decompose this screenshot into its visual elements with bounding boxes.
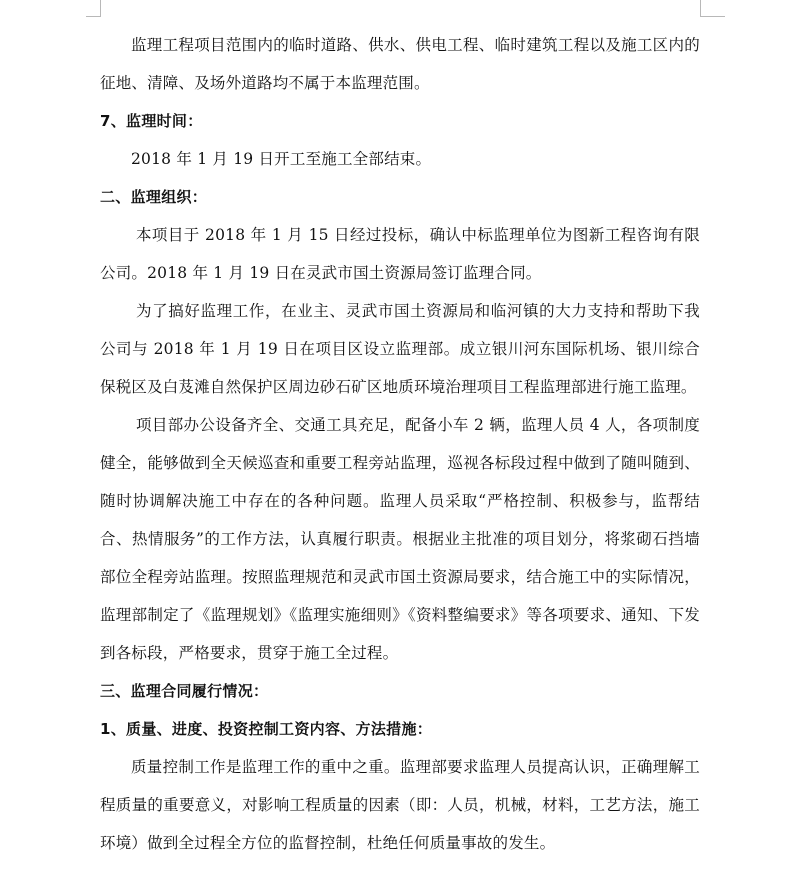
document-body: [100, 26, 700, 862]
heading-contract-performance: 三、监理合同履行情况：: [100, 682, 269, 700]
paragraph-quality-control: 质量控制工作是监理工作的重中之重。监理部要求监理人员提高认识，正确理解工程质量的重要意义，对影响工程质量的因素（即：人员，机械，材料，工艺方法，施工环境）做到全过程全方位的监督控制，杜绝任何质量事故的发生。: [100, 758, 700, 852]
paragraph-supervision-department: 为了搞好监理工作，在业主、灵武市国土资源局和临河镇的大力支持和帮助下我公司与 2018 年 1 月 19 日在项目区设立监理部。成立银川河东国际机场、银川综合保税区及白芨滩自然保护区周边砂石矿区地质环境治理项目工程监理部进行施工监理。: [100, 302, 700, 396]
heading-supervision-time: 7、监理时间：: [100, 112, 203, 130]
paragraph-bidding: 本项目于 2018 年 1 月 15 日经过投标，确认中标监理单位为图新工程咨询有限公司。2018 年 1 月 19 日在灵武市国土资源局签订监理合同。: [100, 226, 700, 282]
crop-mark-top-right: [700, 0, 725, 17]
crop-mark-top-left: [86, 0, 101, 17]
paragraph-supervision-time: 2018 年 1 月 19 日开工至施工全部结束。: [131, 150, 432, 168]
paragraph-scope-exclusion: 监理工程项目范围内的临时道路、供水、供电工程、临时建筑工程以及施工区内的征地、清障、及场外道路均不属于本监理范围。: [100, 36, 700, 92]
paragraph-project-office: 项目部办公设备齐全、交通工具充足，配备小车 2 辆，监理人员 4 人，各项制度健全，能够做到全天候巡查和重要工程旁站监理，巡视各标段过程中做到了随叫随到、随时协调解决施工中存在的各种问题。监理人员采取“严格控制、积极参与，监帮结合、热情服务”的工作方法，认真履行职责。根据业主批准的项目划分，将浆砌石挡墙部位全程旁站监理。按照监理规范和灵武市国土资源局要求，结合施工中的实际情况，监理部制定了《监理规划》《监理实施细则》《资料整编要求》等各项要求、通知、下发到各标段，严格要求，贯穿于施工全过程。: [100, 416, 700, 662]
heading-quality-progress-control: 1、质量、进度、投资控制工资内容、方法措施：: [100, 720, 433, 738]
heading-supervision-organization: 二、监理组织：: [100, 188, 208, 206]
